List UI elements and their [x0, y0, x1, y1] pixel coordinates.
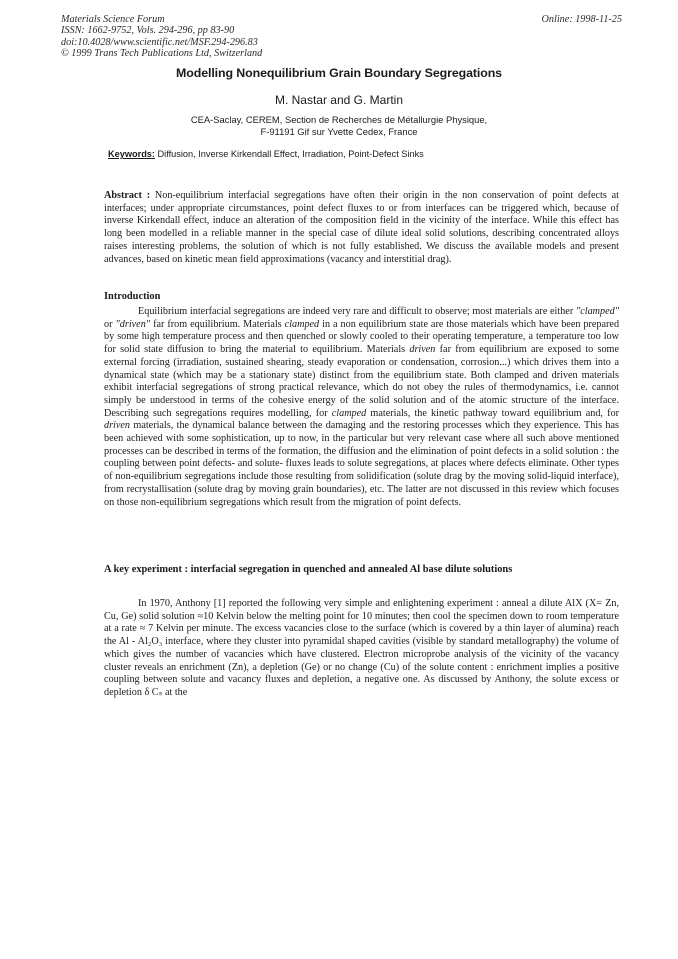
keywords [108, 149, 424, 159]
online-date: Online: 1998-11-25 [541, 14, 622, 25]
intro-driven: driven [409, 344, 436, 356]
affiliation-line-1: CEA-Saclay, CEREM, Section de Recherches de Métallurgie Physique, [190, 114, 488, 125]
abstract [104, 190, 619, 266]
introduction-heading: Introduction [104, 291, 161, 302]
keywords-text: Diffusion, Inverse Kirkendall Effect, Irradiation, Point-Defect Sinks [157, 149, 424, 159]
intro-text-3: far from equilibrium. Materials [153, 318, 282, 330]
affiliation-line-2: F-91191 Gif sur Yvette Cedex, France [260, 126, 418, 138]
intro-text-5: far from equilibrium are exposed to some external forcing (irradiation, sustained shearing, steady evaporation or condensation, corrosion...) which drives them into a dynamical state (which may be a stationary state) distinct from the equilibrium state. Both clamped and driven materials exhibit interfacial segregations of strong practical relevance, which do not obey the rules of thermodynamics, i.e. cannot simply be understood in terms of the cohesive energy of the solid solution and of the atomic structure of the interface. Describing such segregations requires modelling, for [104, 344, 620, 419]
intro-text-4: in a non equilibrium state are those materials which have been prepared by some high temperature process and then quenched or slowly cooled to their operating temperature, a temperature too low for solid state diffusion to bring the material to equilibrium. Materials [104, 318, 620, 356]
paper-title: Modelling Nonequilibrium Grain Boundary Segregations [176, 66, 502, 80]
journal-name: Materials Science Forum [61, 14, 165, 25]
intro-clamped: clamped [284, 318, 320, 330]
affiliation [0, 114, 678, 139]
citation-header [61, 14, 262, 60]
intro-text-1: Equilibrium interfacial segregations are indeed very rare and difficult to observe; most materials are either [138, 306, 574, 317]
intro-driven-quoted: "driven" [115, 318, 151, 330]
intro-driven-2: driven [104, 420, 131, 432]
keywords-label: Keywords: [108, 149, 155, 159]
intro-clamped-quoted: "clamped" [575, 306, 620, 317]
introduction-paragraph [104, 306, 619, 509]
copyright-line: © 1999 Trans Tech Publications Ltd, Switzerland [61, 48, 263, 60]
doi-line[interactable]: doi:10.4028/www.scientific.net/MSF.294-296.83 [61, 36, 258, 48]
abstract-text: Non-equilibrium interfacial segregations have often their origin in the non conservation of point defects at interfaces; under appropriate circumstances, point defect fluxes to or from interfaces can be triggered which, because of inverse Kirkendall effect, induce an alteration of the composition field in the vicinity of the interface. While this effect has long been modelled in a reliable manner in the special case of dilute ideal solid solutions, describing concentrated alloys raises interesting problems, the solution of which is not fully established. We discuss the available models and present advances, based on kinetic mean field approximations (vacancy and interstitial drag). [104, 190, 619, 265]
intro-text-7: materials, the dynamical balance between the damaging and the restoring processes which they experience. This has been achieved with some sophistication, up to now, in the particular but very relevant case where all such above mentioned processes can be described in terms of the formation, the diffusion and the elimination of point defects in a solid solution : the coupling between point defects- and solute- fluxes leads to solute segregations, at places where defects eliminate. Other types of non-equilibrium segregations include those resulting from solidification (solute drag by the moving solid-liquid interface), from recrystallisation (solute drag by moving grain boundaries), etc. The latter are not discussed in this review which focuses on those non-equilibrium segregations which result from the migration of point defects. [104, 420, 620, 508]
key-experiment-heading: A key experiment : interfacial segregation in quenched and annealed Al base dilute solutions [104, 564, 513, 575]
authors: M. Nastar and G. Martin [274, 93, 404, 107]
issn-line: ISSN: 1662-9752, Vols. 294-296, pp 83-90 [61, 25, 235, 37]
intro-text-2: or [104, 318, 113, 330]
key-experiment-paragraph: In 1970, Anthony [1] reported the following very simple and enlightening experiment : anneal a dilute AlX (X= Zn, Cu, Ge) solid solution ≈10 Kelvin below the melting point for 10 minutes; then cool the specimen down to room temperature at a rate ≈ 7 Kelvin per minute. The excess vacancies close to the surface (which is covered by a thin layer of alumina) reach the Al - Al₂O₃ interface, where they cluster into pyramidal shaped cavities (visible by standard metallography) the volume of which gives the number of vacancies which have clustered. Electron microprobe analysis of the vicinity of the vacancy cluster reveals an enrichment (Zn), a depletion (Ge) or no change (Cu) of the solute content : enrichment implies a positive coupling between solute and vacancy fluxes and depletion, a negative one. As discussed by Anthony, the solute excess or depletion δ Cₛ at the [104, 598, 619, 698]
abstract-label: Abstract : [104, 190, 151, 201]
intro-text-6: materials, the kinetic pathway toward equilibrium and, for [370, 407, 619, 419]
intro-clamped-2: clamped [331, 407, 367, 419]
